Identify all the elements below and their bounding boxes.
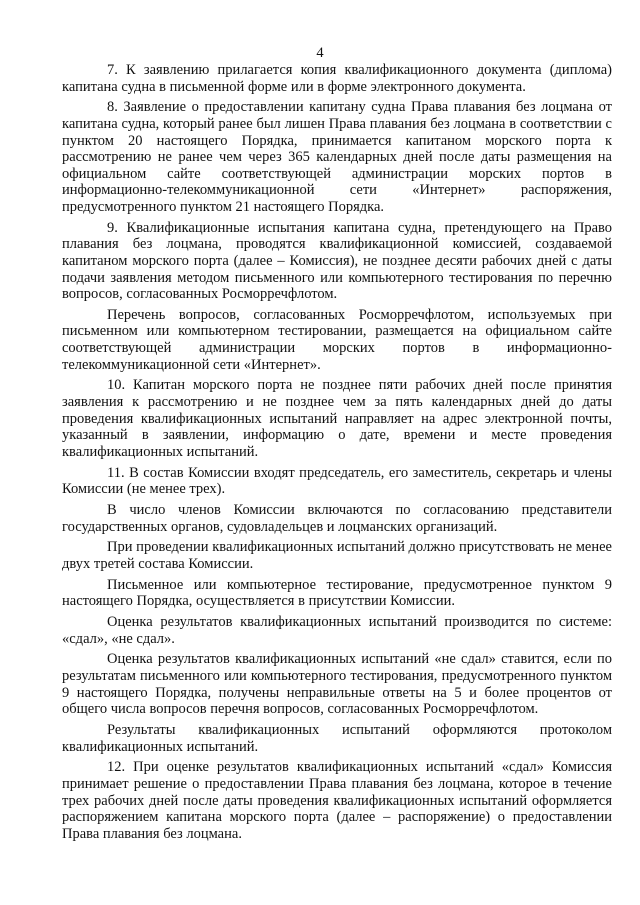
paragraph-11-testing: Письменное или компьютерное тестирование, предусмотренное пунктом 9 настоящего Порядка, осуществляется в присутствии Комиссии. <box>62 576 612 610</box>
paragraph-12: 12. При оценке результатов квалификационных испытаний «сдал» Комиссия принимает решение о предоставлении Права плавания без лоцмана, которое в течение трех рабочих дней после даты проведения квалификационных испытаний оформляется распоряжением капитана морского порта (далее – распоряжение) о предоставлении Права плавания без лоцмана. <box>62 759 612 842</box>
paragraph-8: 8. Заявление о предоставлении капитану судна Права плавания без лоцмана от капитана судна, который ранее был лишен Права плавания без лоцмана в соответствии с пунктом 20 настоящего Порядка, принимается капитаном морского порта к рассмотрению не ранее чем через 365 календарных дней после даты размещения на официальном сайте соответствующей администрации морских портов в информационно-телекоммуникационной сети «Интернет» распоряжения, предусмотренного пунктом 21 настоящего Порядка. <box>62 99 612 215</box>
paragraph-11: 11. В состав Комиссии входят председатель, его заместитель, секретарь и члены Комиссии (не менее трех). <box>62 464 612 498</box>
paragraph-11-protocol: Результаты квалификационных испытаний оформляются протоколом квалификационных испытаний. <box>62 722 612 755</box>
paragraph-11-fail-criteria: Оценка результатов квалификационных испытаний «не сдал» ставится, если по результатам письменного или компьютерного тестирования, предусмотренного пунктом 9 настоящего Порядка, получены неправильные ответы на 5 и более процентов от общего числа вопросов перечня вопросов, согласованных Росморречфлотом. <box>62 651 612 718</box>
paragraph-11-members: В число членов Комиссии включаются по согласованию представители государственных органов, судовладельцев и лоцманских организаций. <box>62 501 612 535</box>
paragraph-7: 7. К заявлению прилагается копия квалификационного документа (диплома) капитана судна в письменной форме или в форме электронного документа. <box>62 62 612 95</box>
paragraph-9-questions-list: Перечень вопросов, согласованных Росморречфлотом, используемых при письменном или компьютерном тестировании, размещается на официальном сайте соответствующей администрации морских портов в информационно-телекоммуникационной сети «Интернет». <box>62 306 612 373</box>
document-body <box>62 62 612 847</box>
page-number: 4 <box>316 45 324 61</box>
paragraph-11-quorum: При проведении квалификационных испытаний должно присутствовать не менее двух третей состава Комиссии. <box>62 539 612 572</box>
paragraph-10: 10. Капитан морского порта не позднее пяти рабочих дней после принятия заявления к рассмотрению и не позднее чем за пять календарных дней до даты проведения квалификационных испытаний направляет на адрес электронной почты, указанный в заявлении, информацию о дате, времени и месте проведения квалификационных испытаний. <box>62 377 612 460</box>
paragraph-11-grading-system: Оценка результатов квалификационных испытаний производится по системе: «сдал», «не сдал». <box>62 614 612 647</box>
paragraph-9: 9. Квалификационные испытания капитана судна, претендующего на Право плавания без лоцмана, проводятся квалификационной комиссией, создаваемой капитаном морского порта (далее – Комиссия), не позднее десяти рабочих дней с даты подачи заявления методом письменного или компьютерного тестирования по перечню вопросов, согласованных Росморречфлотом. <box>62 219 612 303</box>
